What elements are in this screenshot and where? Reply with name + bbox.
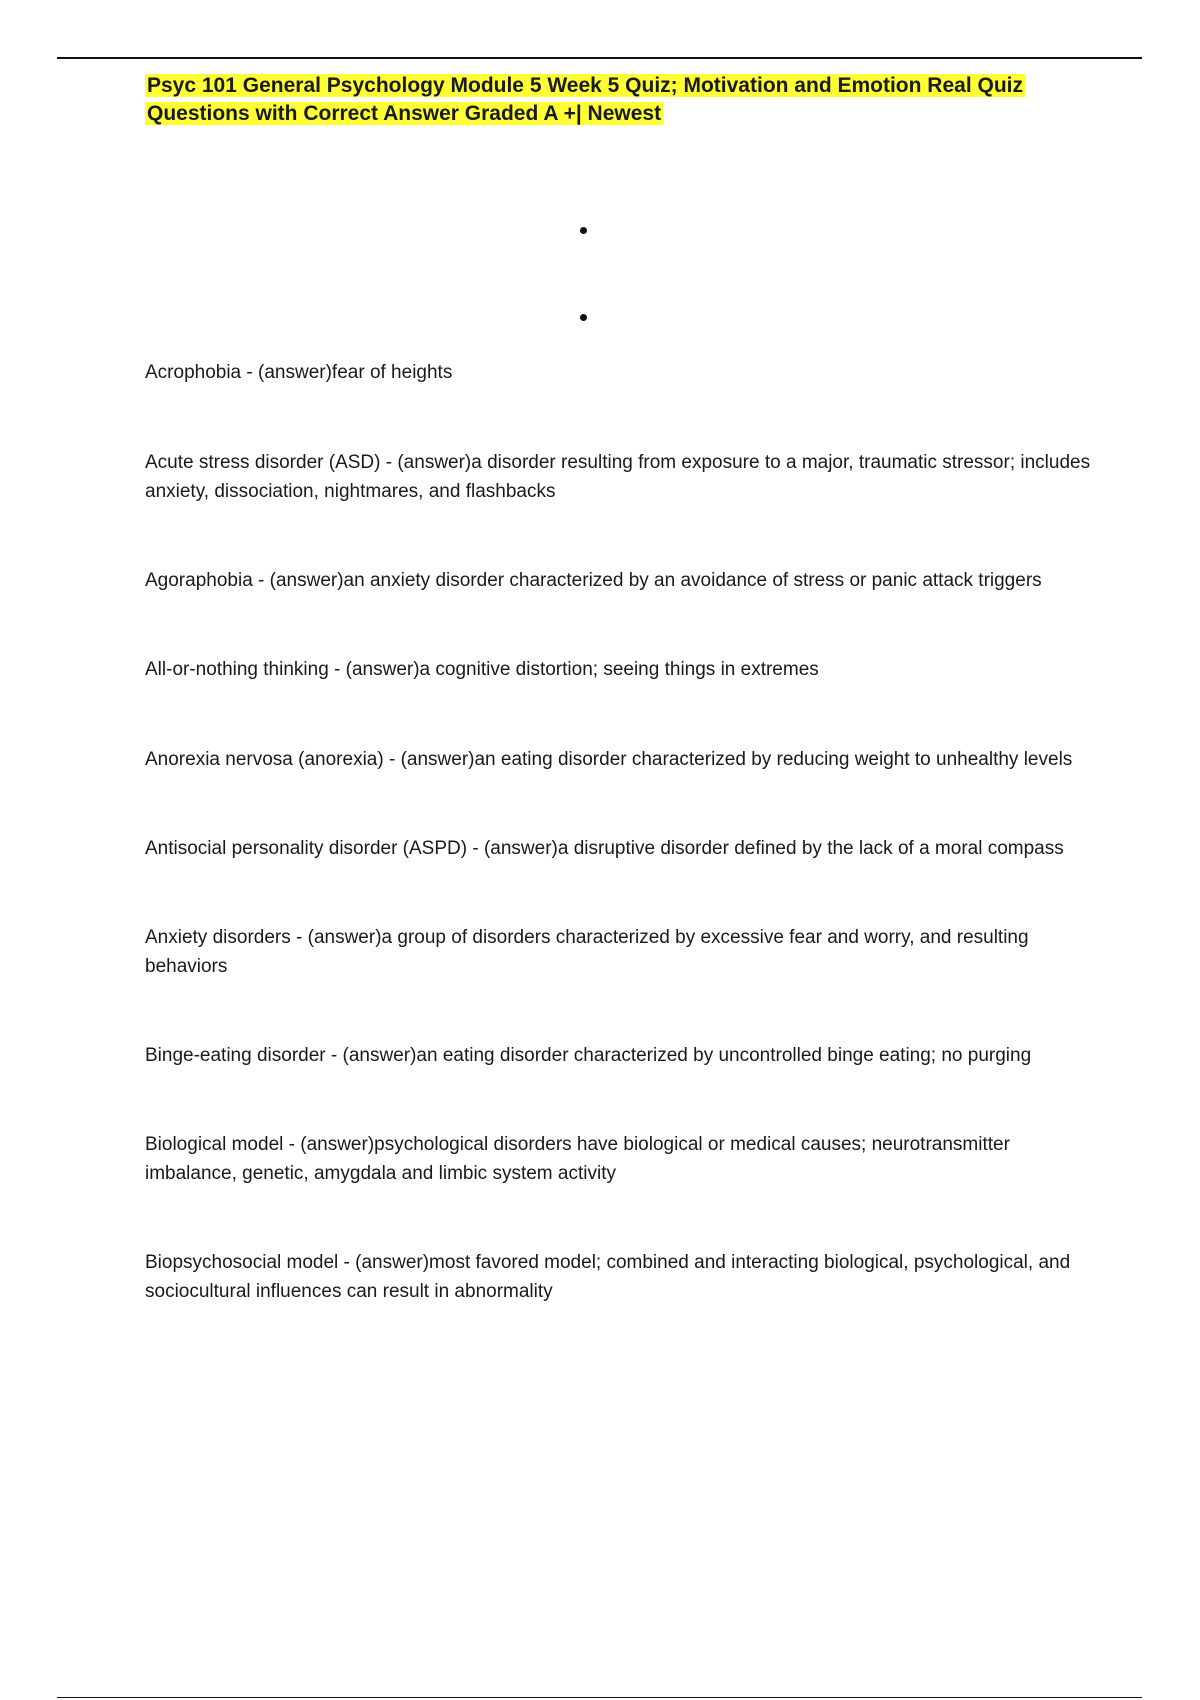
document-body	[145, 72, 1095, 1366]
entry-term: Acute stress disorder (ASD)	[145, 452, 381, 473]
entry-definition: (answer)psychological disorders have biological or medical causes; neurotransmitter imbalance, genetic, amygdala and limbic system activity	[145, 1134, 1010, 1184]
entry-term: All-or-nothing thinking	[145, 659, 329, 680]
entry-definition: (answer)a disruptive disorder defined by the lack of a moral compass	[483, 838, 1064, 859]
glossary-list	[145, 358, 1095, 1306]
entry-term: Acrophobia	[145, 362, 242, 383]
entry-separator: -	[467, 838, 484, 859]
entry-separator: -	[325, 1045, 343, 1066]
bullet-dot-icon	[580, 314, 587, 321]
entry-definition: (answer)a cognitive distortion; seeing things in extremes	[345, 659, 819, 680]
entry-term: Biopsychosocial model	[145, 1252, 339, 1273]
bottom-rule	[57, 1697, 1142, 1698]
entry-term: Binge-eating disorder	[145, 1045, 326, 1066]
document-title	[145, 72, 1095, 128]
entry-separator: -	[328, 659, 346, 680]
entry-separator: -	[283, 1134, 301, 1155]
entry-definition: (answer)most favored model; combined and interacting biological, psychological, and sociocultural influences can result in abnormality	[145, 1252, 1071, 1302]
glossary-entry	[145, 448, 1095, 506]
entry-definition: (answer)fear of heights	[258, 362, 453, 383]
entry-definition: (answer)an anxiety disorder characterized by an avoidance of stress or panic attack triggers	[269, 570, 1042, 591]
bullet-markers	[145, 128, 1095, 358]
glossary-entry	[145, 1248, 1095, 1306]
entry-separator: -	[241, 362, 259, 383]
glossary-entry	[145, 1041, 1095, 1070]
glossary-entry	[145, 566, 1095, 595]
entry-separator: -	[338, 1252, 356, 1273]
entry-definition: (answer)an eating disorder characterized by reducing weight to unhealthy levels	[400, 749, 1073, 770]
entry-term: Agoraphobia	[145, 570, 253, 591]
entry-term: Antisocial personality disorder (ASPD)	[145, 838, 468, 859]
glossary-entry	[145, 1130, 1095, 1188]
bullet-dot-icon	[580, 227, 587, 234]
entry-term: Biological model	[145, 1134, 284, 1155]
entry-separator: -	[383, 749, 401, 770]
top-rule	[57, 57, 1142, 59]
glossary-entry	[145, 745, 1095, 774]
entry-separator: -	[252, 570, 270, 591]
entry-definition: (answer)a group of disorders characterized by excessive fear and worry, and resulting behaviors	[145, 927, 1029, 977]
entry-definition: (answer)a disorder resulting from exposure to a major, traumatic stressor; includes anxiety, dissociation, nightmares, and flashbacks	[145, 452, 1091, 502]
entry-separator: -	[380, 452, 398, 473]
entry-definition: (answer)an eating disorder characterized by uncontrolled binge eating; no purging	[342, 1045, 1032, 1066]
entry-separator: -	[290, 927, 308, 948]
entry-term: Anxiety disorders	[145, 927, 291, 948]
glossary-entry	[145, 655, 1095, 684]
glossary-entry	[145, 358, 1095, 387]
glossary-entry	[145, 834, 1095, 863]
entry-term: Anorexia nervosa (anorexia)	[145, 749, 384, 770]
glossary-entry	[145, 923, 1095, 981]
title-highlight: Psyc 101 General Psychology Module 5 Week 5 Quiz; Motivation and Emotion Real Quiz Questions with Correct Answer Graded A +| Newest	[147, 74, 1023, 125]
